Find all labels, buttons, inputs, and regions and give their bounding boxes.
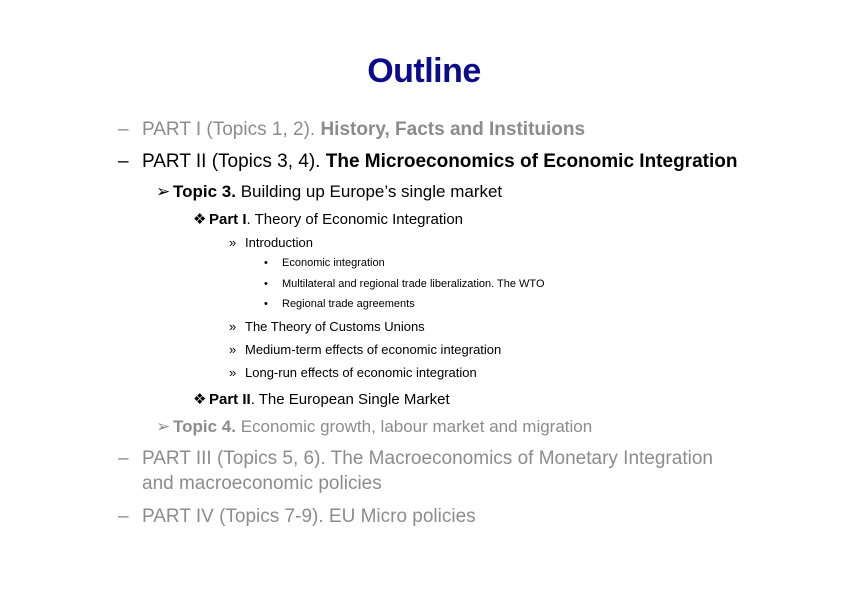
outline-item-customs-unions <box>229 319 425 334</box>
item-text: PART I (Topics 1, 2). <box>142 119 321 140</box>
chevron-bullet: » <box>229 319 237 334</box>
item-bold-text: Topic 4. <box>173 417 236 436</box>
item-bold-text: History, Facts and Instituions <box>320 119 586 140</box>
item-text: PART IV (Topics 7-9). EU Micro policies <box>142 506 476 527</box>
item-text: Regional trade agreements <box>282 298 415 310</box>
item-text: . The European Single Market <box>250 391 450 408</box>
outline-item-part-4 <box>118 506 476 528</box>
outline-item-part-2 <box>118 151 737 173</box>
item-bold-text: The Microeconomics of Economic Integration <box>325 151 738 172</box>
outline-item-part-ii <box>193 390 450 408</box>
item-text: PART II (Topics 3, 4). <box>142 151 326 172</box>
chevron-bullet: » <box>229 342 237 357</box>
dot-bullet: • <box>264 257 268 269</box>
outline-item-trade-liberalization <box>264 278 545 290</box>
dot-bullet: • <box>264 298 268 310</box>
item-text: Economic growth, labour market and migration <box>235 417 593 436</box>
item-text: . Theory of Economic Integration <box>246 211 464 228</box>
item-bold-text: Topic 3. <box>173 182 236 201</box>
item-text: Long-run effects of economic integration <box>245 365 477 380</box>
dash-bullet: – <box>118 119 129 140</box>
outline-item-topic-3 <box>156 182 502 202</box>
item-text: Medium-term effects of economic integration <box>245 342 502 357</box>
item-text: Economic integration <box>282 257 385 269</box>
outline-item-part-1 <box>118 119 585 141</box>
outline-item-long-run <box>229 365 477 380</box>
dash-bullet: – <box>118 151 129 172</box>
item-text: PART III (Topics 5, 6). The Macroeconomics of Monetary Integration <box>142 448 713 469</box>
item-text: Multilateral and regional trade liberalization. The WTO <box>282 278 545 290</box>
outline-item-part-i <box>193 210 463 228</box>
dot-bullet: • <box>264 278 268 290</box>
outline-item-medium-term <box>229 342 501 357</box>
item-bold-text: Part I <box>209 211 247 228</box>
outline-item-part-3-continued <box>142 473 382 495</box>
item-text: and macroeconomic policies <box>142 473 382 494</box>
item-bold-text: Part II <box>209 391 251 408</box>
outline-item-topic-4 <box>156 417 592 437</box>
arrow-bullet-icon: ➢ <box>156 417 171 436</box>
arrow-bullet-icon: ➢ <box>156 182 171 201</box>
item-text: The Theory of Customs Unions <box>245 319 425 334</box>
diamond-bullet-icon: ❖ <box>193 391 207 408</box>
chevron-bullet: » <box>229 365 237 380</box>
outline-item-part-3 <box>118 448 713 470</box>
dash-bullet: – <box>118 448 129 469</box>
chevron-bullet: » <box>229 235 237 250</box>
diamond-bullet-icon: ❖ <box>193 211 207 228</box>
page-title: Outline <box>367 52 481 90</box>
item-text: Building up Europe’s single market <box>235 182 503 201</box>
item-text: Introduction <box>245 235 313 250</box>
outline-item-introduction <box>229 235 313 250</box>
dash-bullet: – <box>118 506 129 527</box>
outline-item-regional-agreements <box>264 298 415 310</box>
outline-item-economic-integration <box>264 257 385 269</box>
